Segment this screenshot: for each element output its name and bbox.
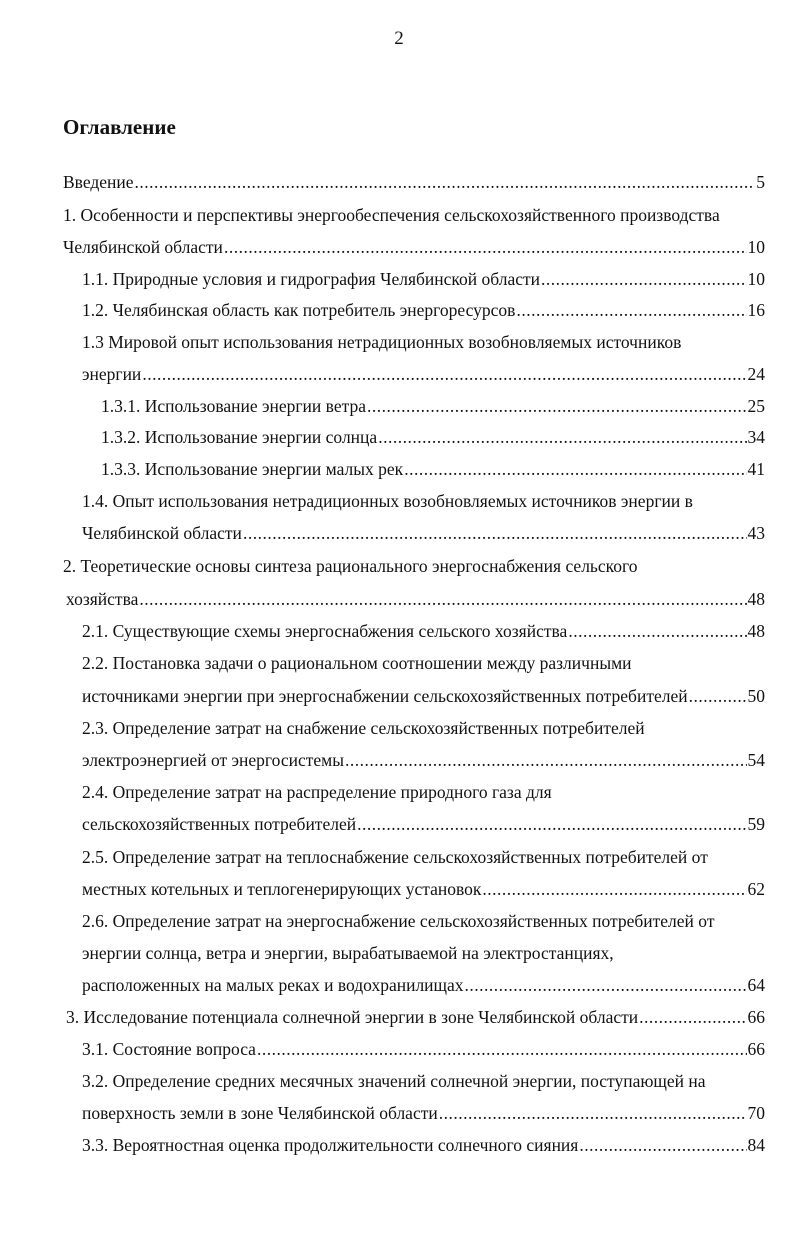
toc-entry-s1-3-line1: 1.3 Мировой опыт использования нетрадиционных возобновляемых источников bbox=[82, 332, 682, 352]
toc-page: 24 bbox=[747, 364, 765, 384]
toc-entry-s2-6-line2: энергии солнца, ветра и энергии, вырабатываемой на электростанциях, bbox=[82, 943, 614, 963]
toc-entry-text: местных котельных и теплогенерирующих установок bbox=[82, 879, 482, 899]
toc-page: 66 bbox=[747, 1007, 765, 1027]
toc-page: 64 bbox=[747, 975, 765, 995]
toc-page: 41 bbox=[747, 459, 765, 479]
toc-entry-text: расположенных на малых реках и водохранилищах bbox=[82, 975, 464, 995]
toc-entry-s2-1 bbox=[82, 620, 765, 642]
toc-entry-text: 1.1. Природные условия и гидрография Челябинской области bbox=[82, 269, 541, 289]
toc-leader bbox=[139, 588, 746, 610]
toc-leader bbox=[465, 974, 747, 996]
toc-entry-s1-4-line1: 1.4. Опыт использования нетрадиционных возобновляемых источников энергии в bbox=[82, 491, 693, 511]
toc-entry-text: Челябинской области bbox=[63, 237, 223, 257]
toc-entry-s3-1 bbox=[82, 1038, 765, 1060]
toc-entry-text: источниками энергии при энергоснабжении сельскохозяйственных потребителей bbox=[82, 686, 688, 706]
toc-leader bbox=[516, 299, 746, 321]
toc-entry-s1-4 bbox=[82, 522, 765, 544]
toc-entry-s3-2 bbox=[82, 1102, 765, 1124]
toc-entry-s2-2-line1: 2.2. Постановка задачи о рациональном соотношении между различными bbox=[82, 653, 632, 673]
toc-entry-intro bbox=[63, 171, 765, 193]
toc-leader bbox=[142, 363, 746, 385]
toc-entry-text: 3. Исследование потенциала солнечной энергии в зоне Челябинской области bbox=[66, 1007, 639, 1027]
toc-leader bbox=[257, 1038, 747, 1060]
toc-entry-text: 3.3. Вероятностная оценка продолжительности солнечного сияния bbox=[82, 1135, 579, 1155]
toc-entry-text: Челябинской области bbox=[82, 523, 242, 543]
toc-entry-text: Введение bbox=[63, 172, 134, 192]
toc-entry-text: 1.3.2. Использование энергии солнца bbox=[101, 427, 378, 447]
toc-title: Оглавление bbox=[63, 115, 176, 139]
toc-entry-s2-5 bbox=[82, 878, 765, 900]
toc-entry-s3 bbox=[66, 1006, 765, 1028]
toc-page: 5 bbox=[756, 172, 765, 192]
toc-entry-s1-3 bbox=[82, 363, 765, 385]
toc-page: 59 bbox=[747, 814, 765, 834]
toc-entry-s1-2 bbox=[82, 299, 765, 321]
toc-entry-s2-5-line1: 2.5. Определение затрат на теплоснабжение сельскохозяйственных потребителей от bbox=[82, 847, 708, 867]
toc-leader bbox=[482, 878, 746, 900]
toc-entry-text: 1.2. Челябинская область как потребитель энергоресурсов bbox=[82, 300, 516, 320]
toc-leader bbox=[378, 426, 746, 448]
toc-entry-text: хозяйства bbox=[66, 589, 139, 609]
toc-leader bbox=[367, 395, 747, 417]
toc-leader bbox=[439, 1102, 747, 1124]
toc-page: 62 bbox=[747, 879, 765, 899]
toc-entry-s2-4-line1: 2.4. Определение затрат на распределение природного газа для bbox=[82, 782, 552, 802]
toc-page: 66 bbox=[747, 1039, 765, 1059]
toc-entry-text: 1.3.1. Использование энергии ветра bbox=[101, 396, 366, 416]
toc-entry-s2-3 bbox=[82, 749, 765, 771]
toc-entry-text: сельскохозяйственных потребителей bbox=[82, 814, 357, 834]
toc-page: 16 bbox=[747, 300, 765, 320]
page-number: 2 bbox=[394, 28, 404, 49]
toc-page: 70 bbox=[747, 1103, 765, 1123]
toc-entry-s1-line1: 1. Особенности и перспективы энергообеспечения сельскохозяйственного производства bbox=[63, 205, 720, 225]
toc-leader bbox=[345, 749, 747, 771]
toc-entry-text: 3.1. Состояние вопроса bbox=[82, 1039, 256, 1059]
toc-entry-s1-3-3 bbox=[101, 458, 765, 480]
toc-leader bbox=[404, 458, 746, 480]
toc-page: 10 bbox=[747, 237, 765, 257]
toc-leader bbox=[639, 1006, 746, 1028]
toc-leader bbox=[579, 1134, 746, 1156]
toc-leader bbox=[568, 620, 746, 642]
toc-entry-text: 1.3.3. Использование энергии малых рек bbox=[101, 459, 404, 479]
toc-leader bbox=[135, 171, 756, 193]
toc-page: 50 bbox=[747, 686, 765, 706]
toc-entry-s2-6-line1: 2.6. Определение затрат на энергоснабжение сельскохозяйственных потребителей от bbox=[82, 911, 715, 931]
toc-entry-text: электроэнергией от энергосистемы bbox=[82, 750, 344, 770]
toc-entry-s3-2-line1: 3.2. Определение средних месячных значений солнечной энергии, поступающей на bbox=[82, 1071, 706, 1091]
toc-entry-s2-3-line1: 2.3. Определение затрат на снабжение сельскохозяйственных потребителей bbox=[82, 718, 645, 738]
toc-leader bbox=[357, 813, 746, 835]
toc-leader bbox=[224, 236, 747, 258]
toc-page: 54 bbox=[747, 750, 765, 770]
toc-entry-text: поверхность земли в зоне Челябинской области bbox=[82, 1103, 438, 1123]
toc-page: 48 bbox=[747, 589, 765, 609]
toc-page: 84 bbox=[747, 1135, 765, 1155]
toc-entry-s2 bbox=[66, 588, 765, 610]
toc-entry-s1 bbox=[63, 236, 765, 258]
toc-entry-s2-line1: 2. Теоретические основы синтеза рационального энергоснабжения сельского bbox=[63, 556, 638, 576]
toc-page: 43 bbox=[747, 523, 765, 543]
toc-page: 48 bbox=[747, 621, 765, 641]
toc-entry-s1-3-1 bbox=[101, 395, 765, 417]
toc-leader bbox=[541, 268, 746, 290]
toc-entry-s2-4 bbox=[82, 813, 765, 835]
toc-leader bbox=[689, 685, 747, 707]
toc-entry-text: 2.1. Существующие схемы энергоснабжения сельского хозяйства bbox=[82, 621, 568, 641]
toc-entry-text: энергии bbox=[82, 364, 142, 384]
toc-entry-s1-1 bbox=[82, 268, 765, 290]
toc-entry-s2-6 bbox=[82, 974, 765, 996]
toc-page: 25 bbox=[747, 396, 765, 416]
toc-entry-s2-2 bbox=[82, 685, 765, 707]
toc-page: 10 bbox=[747, 269, 765, 289]
toc-page: 34 bbox=[747, 427, 765, 447]
toc-entry-s3-3 bbox=[82, 1134, 765, 1156]
toc-entry-s1-3-2 bbox=[101, 426, 765, 448]
toc-leader bbox=[243, 522, 747, 544]
